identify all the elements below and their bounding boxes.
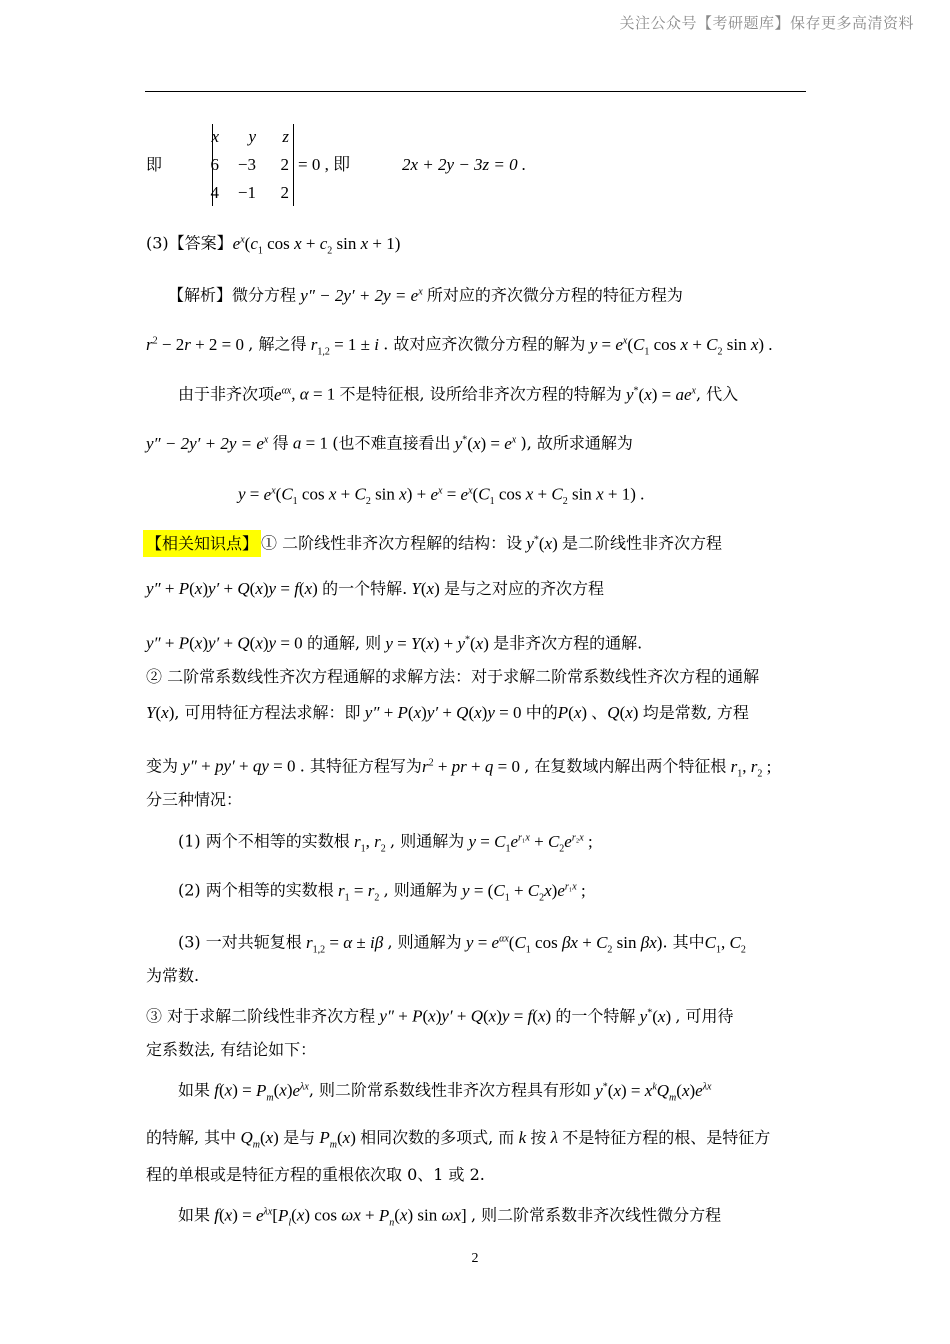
header-rule	[145, 91, 806, 92]
q3-analysis-line4: $y'' - 2y' + 2y = e^x$ 得 a = 1 (也不难直接看出 $y^*(x) = e^x$ ), 故所求通解为	[146, 433, 633, 453]
text: 微分方程	[232, 285, 297, 305]
determinant	[212, 124, 294, 206]
text: 如果	[178, 1080, 211, 1100]
knowledge-line12: 程的单根或是特征方程的重根依次取 0、1 或 2.	[146, 1165, 485, 1184]
knowledge-line10: 如果 $f(x) = P_m(x)e^{\lambda x}$, 则二阶常系数线性非齐次方程具有形如 $y^*(x) = x^kQ_m(x)e^{\lambda x}$	[178, 1080, 712, 1104]
text: 由于非齐次项	[178, 384, 275, 404]
text: 是与之对应的齐次方程	[444, 579, 605, 598]
text: 相同次数的多项式, 而	[360, 1128, 515, 1147]
case-2: (2) 两个相等的实数根 $r_1 = r_2$ , 则通解为 $y = (C_1 + C_2x)e^{r_1x}$ ;	[178, 880, 586, 904]
text: , 则二阶常系数非齐次线性微分方程	[470, 1205, 722, 1225]
text: 、	[591, 703, 608, 722]
q3-analysis-line2: $r^2 - 2r + 2 = 0$ , 解之得 $r_{1,2} = 1 \pm i$ . 故对应齐次微分方程的解为 $y = e^x(C_1$ $\cos x + C_2$ sin x) .	[146, 334, 773, 358]
text: , 解之得	[248, 334, 307, 354]
text: 不是特征根, 设所给非齐次方程的特解为	[339, 384, 622, 404]
q3-answer: (3)【答案】$e^x(c_1$ $\cos x + c_2$ sin x + 1)	[146, 233, 401, 257]
text: 所对应的齐次微分方程的特征方程为	[426, 285, 683, 305]
analysis-label: 【解析】	[168, 285, 233, 305]
knowledge-line7: 分三种情况：	[146, 790, 243, 809]
det-suffix: = 0 , 即	[298, 155, 351, 174]
text: , 可用待	[675, 1006, 734, 1026]
text: , 可用特征方程法求解：即	[174, 703, 361, 722]
plane-equation: 2x + 2y − 3z = 0 .	[402, 155, 527, 174]
page-number: 2	[471, 1251, 479, 1266]
text: 如果	[178, 1205, 211, 1225]
knowledge-line13: 如果 $f(x) = e^{\lambda x}[P_l(x)$ $\cos \omega x + P_n(x)$ sin ωx] , 则二阶常系数非齐次线性微分方程	[178, 1205, 722, 1229]
text: ), 故所求通解为	[520, 433, 633, 453]
knowledge-line1: 【相关知识点】 ① 二阶线性非齐次方程解的结构：设 y*(x) 是二阶线性非齐次方程	[143, 530, 722, 554]
text: 的一个特解.	[322, 579, 408, 598]
case-3-end: 为常数.	[146, 966, 200, 985]
text: , 则通解为	[383, 880, 458, 900]
text: (3) 一对共轭复根	[178, 932, 302, 952]
knowledge-line5: Y(x), 可用特征方程法求解：即 y″ + P(x)y′ + Q(x)y = 0 中的P(x) 、Q(x) 均是常数, 方程	[146, 703, 749, 722]
text: , 在复数域内解出两个特征根	[524, 756, 727, 776]
det-cell: 2	[280, 155, 289, 174]
text: , 则二阶常系数线性非齐次方程具有形如	[308, 1080, 591, 1100]
text: 得	[272, 433, 289, 453]
det-cell: 4	[210, 183, 219, 202]
knowledge-line4: ② 二阶常系数线性齐次方程通解的求解方法：对于求解二阶常系数线性齐次方程的通解	[146, 667, 760, 686]
text: (1) 两个不相等的实数根	[178, 831, 350, 851]
text: (也不难直接看出	[332, 433, 451, 453]
text: 的一个特解	[555, 1006, 636, 1026]
det-cell: −1	[237, 183, 256, 202]
general-solution: $y = e^x(C_1$ $\cos x + C_2$ $\sin x) + e^x = e^x(C_1$ $\cos x + C_2$ sin x + 1) .	[238, 484, 645, 508]
text: 均是常数, 方程	[642, 703, 749, 722]
det-cell: x	[211, 127, 219, 146]
text: 按	[530, 1128, 547, 1147]
det-cell: y	[248, 127, 256, 146]
text: 的通解, 则	[306, 633, 382, 653]
text: . 故对应齐次微分方程的解为	[383, 334, 586, 354]
knowledge-line9: 定系数法, 有结论如下：	[146, 1040, 317, 1059]
det-cell: z	[282, 127, 289, 146]
text: . 其特征方程写为	[299, 756, 422, 776]
det-cell: 6	[210, 155, 219, 174]
text: . 其中	[662, 932, 705, 952]
det-cell: −3	[237, 155, 256, 174]
text: 是非齐次方程的通解.	[493, 633, 643, 653]
knowledge-line8: ③ 对于求解二阶线性非齐次方程 y″ + P(x)y′ + Q(x)y = f(x) 的一个特解 y*(x) , 可用待	[146, 1006, 734, 1026]
knowledge-line2: y″ + P(x)y′ + Q(x)y = f(x) 的一个特解. Y(x) 是与之对应的齐次方程	[146, 579, 605, 598]
knowledge-line11: 的特解, 其中 $Q_m(x)$ 是与 $P_m(x)$ 相同次数的多项式, 而 k 按 λ 不是特征方程的根、是特征方	[146, 1128, 771, 1151]
q3-analysis-line3: 由于非齐次项$e^{\alpha x}$, α = 1 不是特征根, 设所给非齐次方程的特解为 $y^*(x) = ae^x$, 代入	[178, 384, 739, 404]
text: , 代入	[695, 384, 739, 404]
knowledge-label: 【相关知识点】	[143, 530, 261, 557]
case-3: (3) 一对共轭复根 $r_{1,2} = \alpha \pm i\beta$ , 则通解为 $y = e^{\alpha x}(C_1$ $\cos \beta x + C_2$ sin βx). 其中$C_1$, $C_2$	[178, 932, 746, 956]
knowledge-line6: 变为 y″ + py′ + qy = 0 . 其特征方程写为$r^2$ + pr + q = 0 , 在复数域内解出两个特征根 $r_1$, $r_2$ ;	[146, 756, 772, 780]
text: 是与	[283, 1128, 316, 1147]
det-cell: 2	[280, 183, 289, 202]
text: 的特解, 其中	[146, 1128, 237, 1147]
text: (2) 两个相等的实数根	[178, 880, 334, 900]
text: 中的	[525, 703, 558, 722]
det-prefix: 即	[146, 155, 163, 174]
answer-label: (3)【答案】	[146, 233, 233, 253]
watermark: 关注公众号【考研题库】保存更多高清资料	[619, 14, 914, 32]
text: , 则通解为	[390, 831, 465, 851]
q3-analysis-line1: 【解析】微分方程 $y'' - 2y' + 2y = e^x$ 所对应的齐次微分方程的特征方程为	[168, 285, 683, 305]
case-1: (1) 两个不相等的实数根 $r_1$, $r_2$ , 则通解为 $y = C_1e^{r_1x} + C_2e^{r_2x}$ ;	[178, 831, 593, 855]
text: 不是特征方程的根、是特征方	[562, 1128, 771, 1147]
text: 变为	[146, 756, 179, 776]
text: , 则通解为	[387, 932, 462, 952]
text: ① 二阶线性非齐次方程解的结构：设	[261, 533, 523, 553]
knowledge-line3: y″ + P(x)y′ + Q(x)y = 0 的通解, 则 y = Y(x) + y*(x) 是非齐次方程的通解.	[146, 633, 643, 653]
text: ③ 对于求解二阶线性非齐次方程	[146, 1006, 376, 1026]
text: 是二阶线性非齐次方程	[562, 533, 723, 553]
